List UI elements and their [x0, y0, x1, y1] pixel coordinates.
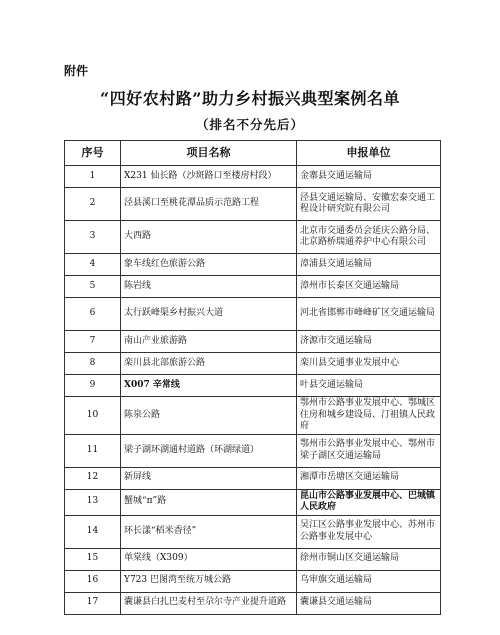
project-name: 蟹城“π”路	[121, 489, 297, 515]
applicant-unit: 湘潭市岳塘区交通运输局	[297, 467, 441, 489]
row-number: 17	[65, 592, 121, 614]
applicant-unit: 栾川县交通事业发展中心	[297, 353, 441, 375]
table-row	[65, 592, 441, 614]
applicant-unit: 漳州市长泰区交通运输局	[297, 276, 441, 298]
project-name: 大西路	[121, 221, 297, 254]
project-name: X007 辛常线	[121, 375, 297, 397]
table-row	[65, 166, 441, 188]
document-subtitle: （排名不分先后）	[195, 117, 304, 132]
table-row	[65, 221, 441, 254]
row-number: 14	[65, 515, 121, 548]
project-name: 泾县溪口至桃花潭品质示范路工程	[121, 188, 297, 221]
table-row	[65, 375, 441, 397]
table-row	[65, 254, 441, 276]
applicant-unit: 叶县交通运输局	[297, 375, 441, 397]
table-row	[65, 353, 441, 375]
header-project-name: 项目名称	[121, 141, 297, 166]
applicant-unit: 鄂州市公路事业发展中心、鄂州市梁子湖区交通运输局	[297, 434, 441, 467]
table-row	[65, 397, 441, 435]
row-number: 13	[65, 489, 121, 515]
table-row	[65, 188, 441, 221]
applicant-unit: 昆山市公路事业发展中心、巴城镇人民政府	[297, 489, 441, 515]
applicant-unit: 鄂州市公路事业发展中心、鄂城区住房和城乡建设局、汀祖镇人民政府	[297, 397, 441, 435]
row-number: 8	[65, 353, 121, 375]
project-name: 陈泉公路	[121, 397, 297, 435]
applicant-unit: 徐州市铜山区交通运输局	[297, 548, 441, 570]
table-row	[65, 489, 441, 515]
applicant-unit: 吴江区公路事业发展中心、苏州市公路事业发展中心	[297, 515, 441, 548]
table-row	[65, 298, 441, 331]
applicant-unit: 漳浦县交通运输局	[297, 254, 441, 276]
table-row	[65, 548, 441, 570]
project-name: 栾川县北部旅游公路	[121, 353, 297, 375]
table-body	[65, 166, 441, 615]
table-row	[65, 515, 441, 548]
header-number: 序号	[65, 141, 121, 166]
table-row	[65, 467, 441, 489]
row-number: 16	[65, 570, 121, 592]
project-name: 单棠线（X309）	[121, 548, 297, 570]
applicant-unit: 泾县交通运输局、安徽宏泰交通工程设计研究院有限公司	[297, 188, 441, 221]
project-name: Y723 巴图湾至统万城公路	[121, 570, 297, 592]
header-applicant-unit: 申报单位	[297, 141, 441, 166]
project-name: 陈岩线	[121, 276, 297, 298]
annex-label: 附件	[64, 64, 89, 78]
project-name: X231 仙长路（沙斑路口至楼房村段）	[121, 166, 297, 188]
project-name: 环长漾“稻米香径”	[121, 515, 297, 548]
case-list-table	[64, 140, 441, 615]
table-row	[65, 570, 441, 592]
row-number: 7	[65, 331, 121, 353]
row-number: 9	[65, 375, 121, 397]
row-number: 2	[65, 188, 121, 221]
row-number: 5	[65, 276, 121, 298]
row-number: 3	[65, 221, 121, 254]
applicant-unit: 济源市交通运输局	[297, 331, 441, 353]
row-number: 1	[65, 166, 121, 188]
project-name: 新屏线	[121, 467, 297, 489]
row-number: 15	[65, 548, 121, 570]
table-row	[65, 331, 441, 353]
project-name: 梁子湖环湖通村道路（环湖绿道）	[121, 434, 297, 467]
row-number: 12	[65, 467, 121, 489]
document-title: “四好农村路”助力乡村振兴典型案例名单	[100, 89, 400, 108]
applicant-unit: 囊谦县交通运输局	[297, 592, 441, 614]
table-row	[65, 276, 441, 298]
table-header-row	[65, 141, 441, 166]
row-number: 6	[65, 298, 121, 331]
project-name: 象车线红色旅游公路	[121, 254, 297, 276]
row-number: 4	[65, 254, 121, 276]
row-number: 10	[65, 397, 121, 435]
row-number: 11	[65, 434, 121, 467]
table-row	[65, 434, 441, 467]
applicant-unit: 河北省邯郸市峰峰矿区交通运输局	[297, 298, 441, 331]
applicant-unit: 金寨县交通运输局	[297, 166, 441, 188]
project-name: 南山产业旅游路	[121, 331, 297, 353]
project-name: 太行跃峰渠乡村振兴大道	[121, 298, 297, 331]
applicant-unit: 乌审旗交通运输局	[297, 570, 441, 592]
applicant-unit: 北京市交通委员会延庆公路分局、北京路桥瑞通养护中心有限公司	[297, 221, 441, 254]
project-name: 囊谦县白扎巴麦村至尕尔寺产业提升道路	[121, 592, 297, 614]
